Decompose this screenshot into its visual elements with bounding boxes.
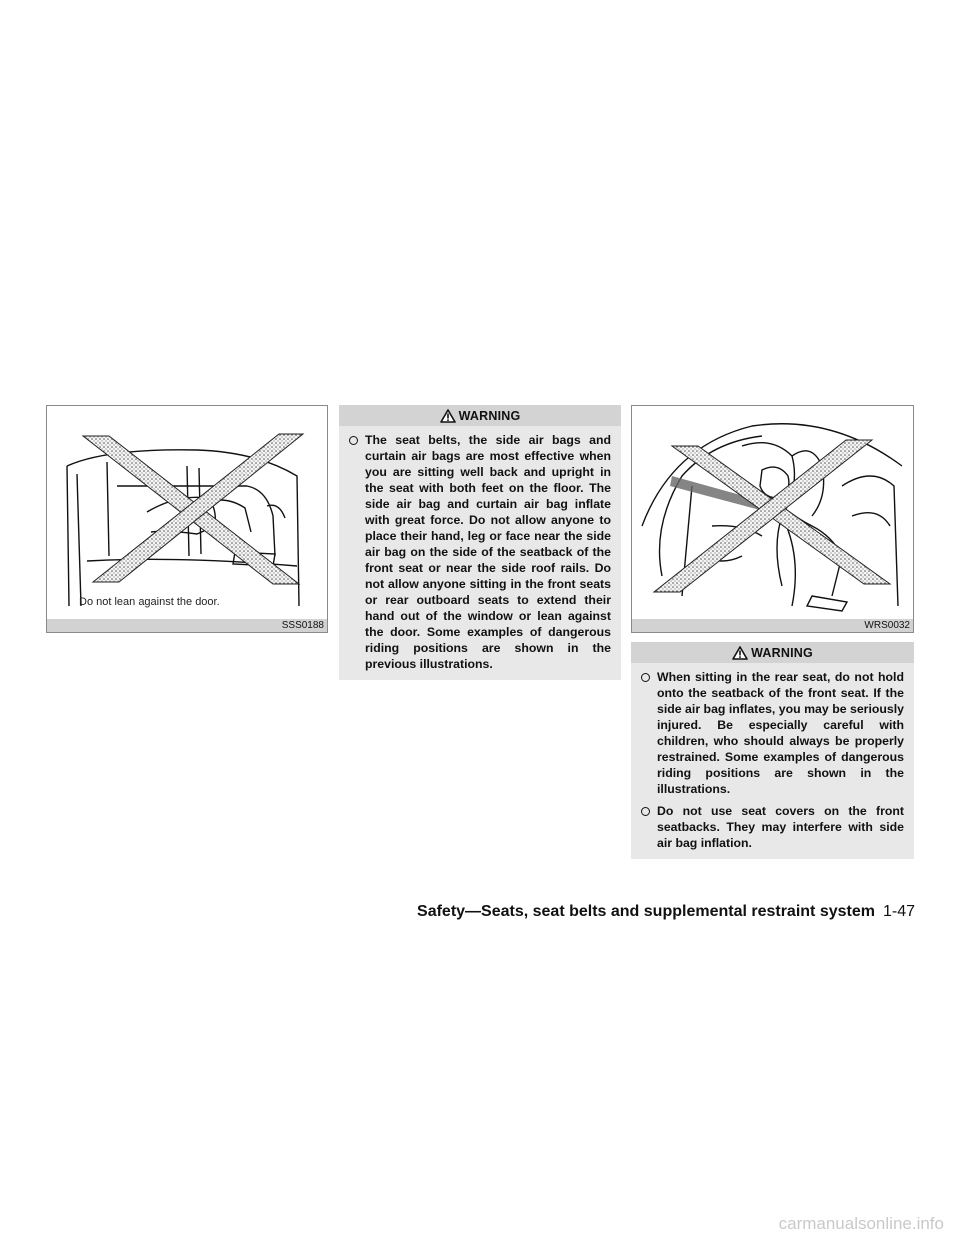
bullet-circle-icon: [641, 673, 650, 682]
bullet-circle-icon: [349, 436, 358, 445]
warning-bullet: [641, 803, 904, 851]
illustration-rear-seat-position: [632, 406, 913, 632]
figure-code-bar: [632, 619, 913, 632]
bullet-text: The seat belts, the side air bags and curtain air bags are most effective when you are sitting well back and upright in the seat with both feet on the floor. The side air bag and curtain air bag inflate with great force. Do not allow anyone to place their hand, leg or face near the side air bag on the side of the seatback of the front seat or near the side roof rails. Do not allow anyone sitting in the front seats or rear outboard seats to extend their hand out of the window or lean against the door. Some examples of dangerous riding positions are shown in the previous illustrations.: [365, 433, 611, 671]
warning-triangle-icon: [440, 409, 456, 423]
bullet-text: When sitting in the rear seat, do not hold onto the seatback of the front seat. If the side air bag inflates, you may be seriously injured. Be especially careful with children, who should always be properly restrained. Some examples of dangerous riding positions are shown in the illustrations.: [657, 670, 904, 796]
watermark: carmanualsonline.info: [778, 1214, 944, 1233]
warning-header: [339, 405, 621, 426]
warning-header: [631, 642, 914, 663]
warning-triangle-icon: [732, 646, 748, 660]
warning-bullet: [641, 669, 904, 797]
figure-rear-seat: [631, 405, 914, 633]
figure-code-bar: [47, 619, 327, 632]
figure-caption: Do not lean against the door.: [79, 596, 220, 608]
warning-bullet: [349, 432, 611, 672]
figure-code: SSS0188: [281, 620, 324, 631]
warning-title: WARNING: [458, 408, 521, 423]
bullet-circle-icon: [641, 807, 650, 816]
bullet-text: Do not use seat covers on the front seatbacks. They may interfere with side air bag inflation.: [657, 804, 904, 850]
page-number: 1-47: [882, 903, 915, 920]
warning-title: WARNING: [751, 645, 813, 660]
section-title: Safety—Seats, seat belts and supplemental restraint system: [417, 903, 875, 920]
figure-lean-door: [46, 405, 328, 633]
warning-body: [631, 663, 914, 859]
page-footer: [417, 903, 915, 921]
warning-body: [339, 426, 621, 680]
figure-code: WRS0032: [864, 620, 910, 631]
